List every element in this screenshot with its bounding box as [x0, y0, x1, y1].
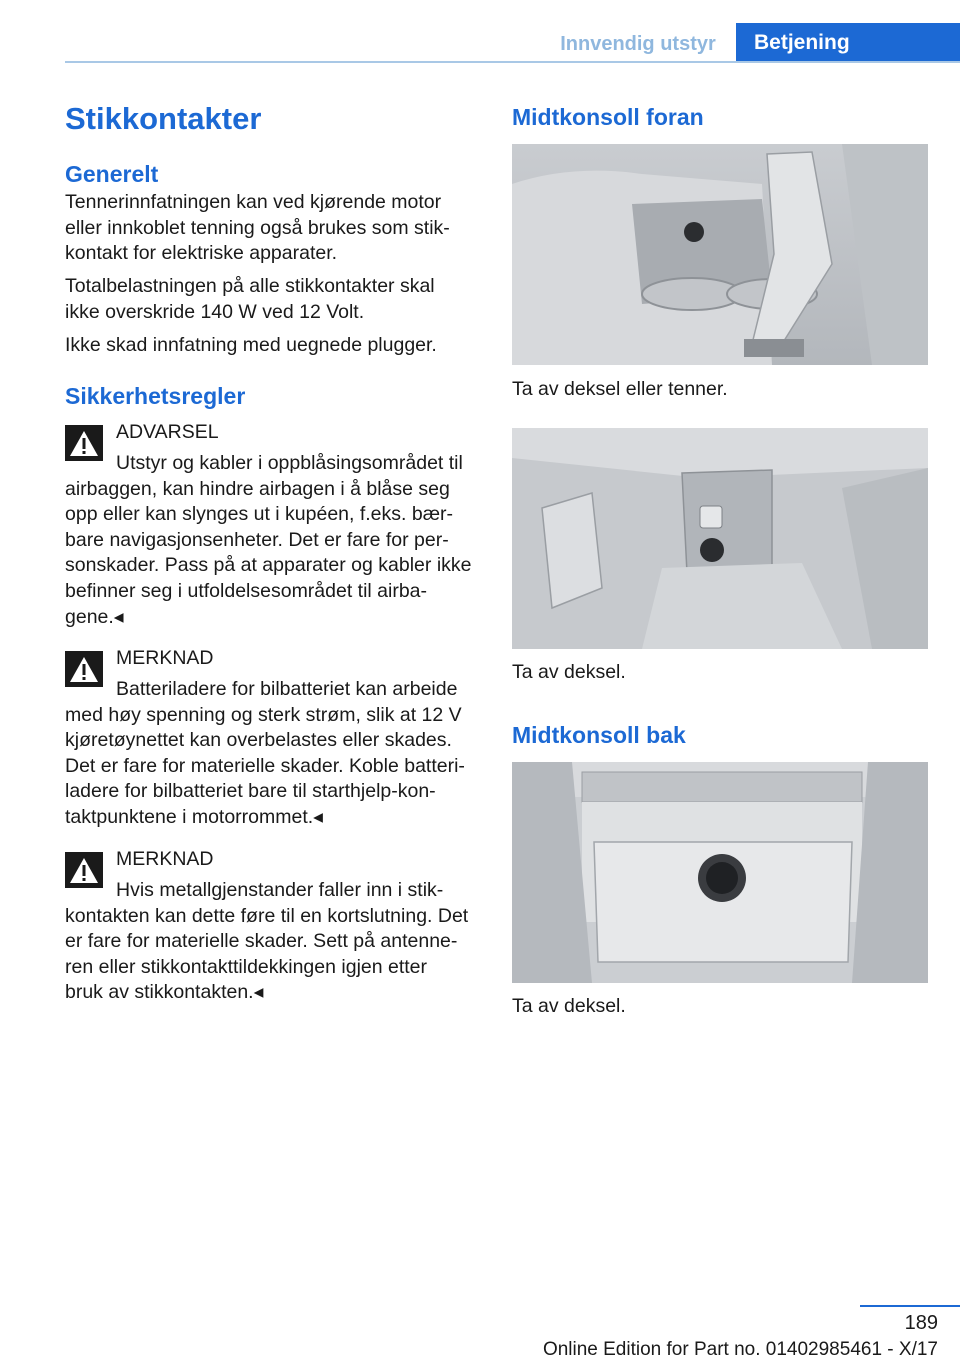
text-line: taktpunktene i motorrommet.◂	[65, 805, 323, 828]
text-line: ren eller stikkontakttildekkingen igjen etter	[65, 955, 428, 978]
general-paragraph-1	[65, 190, 450, 267]
header-rule	[65, 61, 960, 63]
text-line: eller innkoblet tenning også brukes som stik‐	[65, 216, 450, 239]
general-heading: Generelt	[65, 161, 159, 187]
notice-label: MERKNAD	[116, 647, 214, 669]
text-line: befinner seg i utfoldelsesområdet til airba‐	[65, 579, 428, 602]
text-line: Hvis metallgjenstander faller inn i stik‐	[116, 879, 444, 901]
footer-rule	[860, 1305, 960, 1307]
text-line: sonskader. Pass på at apparater og kabler ikke	[65, 554, 472, 577]
text-line: airbaggen, kan hindre airbagen i å blåse seg	[65, 477, 450, 500]
text-line: Det er fare for materielle skader. Koble batteri‐	[65, 754, 465, 777]
rear-console-heading: Midtkonsoll bak	[512, 722, 686, 748]
photo-caption: Ta av deksel.	[512, 995, 626, 1017]
photo-caption: Ta av deksel.	[512, 661, 626, 683]
page-title: Stikkontakter	[65, 101, 262, 136]
text-line: Totalbelastningen på alle stikkontakter skal	[65, 275, 435, 297]
text-line: gene.◂	[65, 605, 124, 628]
notice-label: MERKNAD	[116, 848, 214, 870]
text-line: bruk av stikkontakten.◂	[65, 981, 264, 1004]
front-console-socket-photo	[512, 428, 928, 649]
header-section-title: Innvendig utstyr	[560, 33, 716, 55]
notice-text	[65, 677, 485, 831]
text-line: kontakten kan dette føre til en kortslutning. Det	[65, 904, 469, 927]
edition-note: Online Edition for Part no. 01402985461 - X/17	[542, 1339, 938, 1360]
text-line: Batteriladere for bilbatteriet kan arbeide	[116, 678, 458, 700]
text-line: kjøretøynettet kan overbelastes eller skades.	[65, 729, 452, 752]
photo-caption: Ta av deksel eller tenner.	[512, 378, 728, 400]
notice-text	[65, 878, 485, 1006]
warning-text	[65, 451, 485, 630]
text-line: ladere for bilbatteriet bare til starthjelp-kon‐	[65, 780, 436, 803]
text-line: Utstyr og kabler i oppblåsingsområdet til	[116, 452, 463, 474]
general-paragraph-2	[65, 274, 435, 325]
text-line: med høy spenning og sterk strøm, slik at 12 V	[65, 703, 462, 726]
text-line: opp eller kan slynges ut i kupéen, f.eks. bær‐	[65, 503, 454, 526]
text-line: ikke overskride 140 W ved 12 Volt.	[65, 300, 365, 323]
text-line: bare navigasjonsenheter. Det er fare for per‐	[65, 528, 449, 551]
rear-console-photo	[512, 762, 928, 983]
page-number: 189	[904, 1312, 938, 1334]
text-line: Tennerinnfatningen kan ved kjørende motor	[65, 191, 442, 213]
general-paragraph-3: Ikke skad innfatning med uegnede plugger.	[65, 334, 437, 356]
text-line: er fare for materielle skader. Sett på antenne‐	[65, 930, 458, 953]
front-console-heading: Midtkonsoll foran	[512, 104, 704, 130]
front-console-photo	[512, 144, 928, 365]
header-chapter-tab: Betjening	[736, 23, 960, 63]
warning-label: ADVARSEL	[116, 421, 219, 443]
safety-heading: Sikkerhetsregler	[65, 383, 246, 409]
text-line: kontakt for elektriske apparater.	[65, 242, 338, 265]
